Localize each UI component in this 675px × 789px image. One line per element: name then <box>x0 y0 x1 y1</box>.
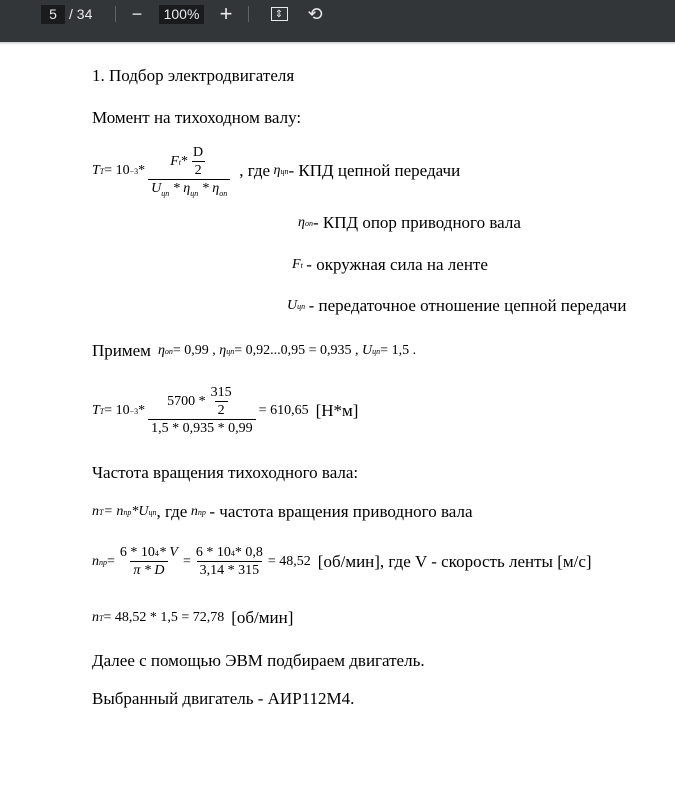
motor-selection-text: Далее с помощью ЭВМ подбираем двигатель. <box>92 651 425 670</box>
zoom-in-button[interactable]: + <box>219 1 233 26</box>
output-speed-result: n T = 48,52 * 1,5 = 72,78 [об/мин] <box>92 608 294 627</box>
zoom-level-input[interactable]: 100% <box>159 5 204 24</box>
rotate-button[interactable] <box>304 3 326 25</box>
output-speed-formula: n T = n пр *U цп , где n пр - частота вращения приводного вала <box>92 502 473 521</box>
fit-page-button[interactable] <box>268 3 290 25</box>
drive-speed-formula: n пр = 6 * 10 4 * V π * D = 6 * 10 4 * 0,8 3,14 * 315 = 48,52 [об/мин], где V - скорость ленты [м/с] <box>92 545 592 578</box>
divider <box>115 6 116 22</box>
rotate-icon: ⟲ <box>307 3 323 24</box>
torque-calculation: T T = 10 −3 * 5700 * 315 2 1,5 * 0,935 * 0,99 = 610,65 [Н*м] <box>92 385 359 436</box>
chosen-motor-text: Выбранный двигатель - АИР112М4. <box>92 689 355 708</box>
section-heading: 1. Подбор электродвигателя <box>92 66 295 85</box>
accepted-values: Примем η оп = 0,99 , η цп = 0,92...0,95 = 0,935 , U цп = 1,5 . <box>92 341 417 360</box>
page-number-input[interactable]: 5 <box>41 5 65 24</box>
frequency-label: Частота вращения тихоходного вала: <box>92 463 359 482</box>
definition-force: F t - окружная сила на ленте <box>292 255 488 274</box>
definition-eta-op: η оп - КПД опор приводного вала <box>298 213 521 232</box>
toolbar-shadow <box>0 42 675 45</box>
definition-ratio: U цп - передаточное отношение цепной передачи <box>287 296 627 315</box>
torque-label: Момент на тихоходном валу: <box>92 108 302 127</box>
divider <box>248 6 249 22</box>
zoom-out-button[interactable]: − <box>131 3 143 24</box>
pdf-toolbar <box>0 0 675 42</box>
fit-page-icon: ⇕ <box>271 7 288 21</box>
torque-formula: T T = 10 −3 * F t * D 2 $U_{цп} * \eta_{цп} * \eta_{оп}$ , где η цп - КПД цепной передачи <box>92 145 461 198</box>
page-total: / 34 <box>69 6 93 22</box>
